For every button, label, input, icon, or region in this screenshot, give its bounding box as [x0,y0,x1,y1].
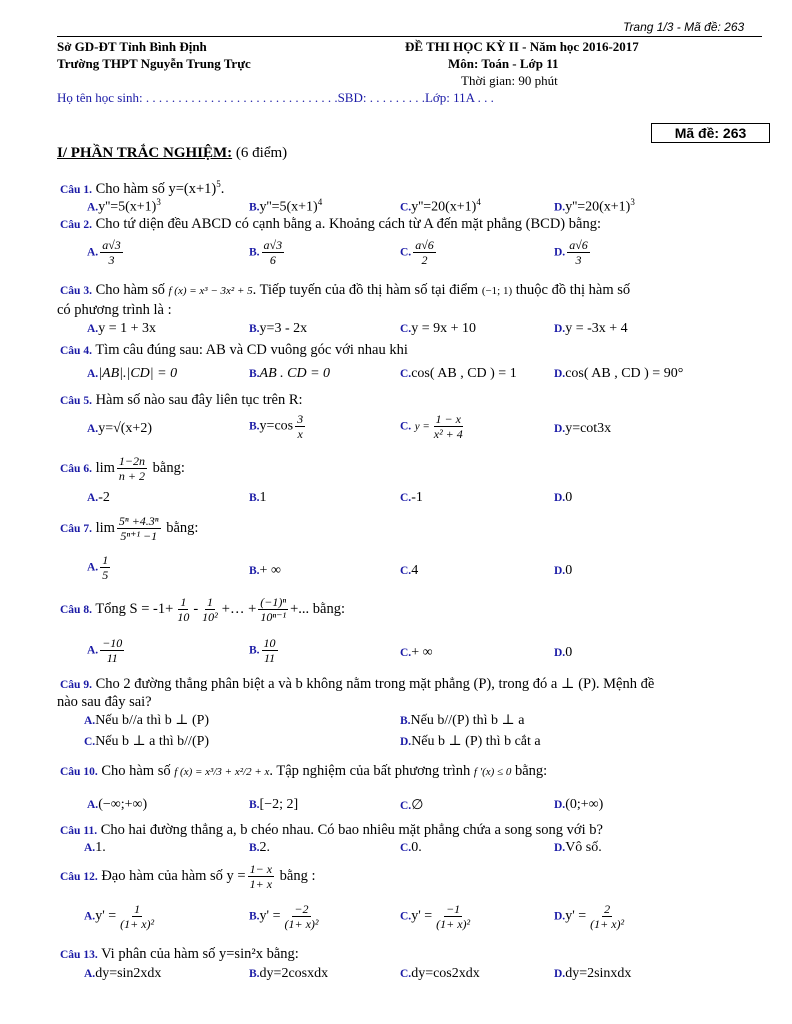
q11-option-d[interactable]: D.Vô số. [554,840,602,855]
q2-option-d[interactable]: D. $\frac{a√6}{3}$ [554,238,588,267]
q8-option-b[interactable]: B. $\frac{10}{11}$ [249,636,276,665]
q13-option-b[interactable]: B.dy=2cosxdx [249,966,329,981]
q10-option-b[interactable]: B.[−2; 2] [249,797,299,812]
section-title: I/ PHẦN TRẮC NGHIỆM: (6 điểm) [57,145,288,161]
q5-option-a[interactable]: A.y=√(x+2) [87,421,152,436]
question-8: Câu 8. Tổng S = -1+ $\frac{1}{10}$ - $\frac{1}{\text{10²}}$ +… + $\frac{\text{(−1)ⁿ}}{\text{10ⁿ⁻¹}}$ +... bằng: [60,595,346,624]
q7-option-b[interactable]: B.+ ∞ [249,563,281,578]
q4-option-a[interactable]: A.|AB|.|CD| = 0 [87,366,178,381]
q12-option-c[interactable]: C.y' = $\frac{-1}{\text{(1+ x)²}}$ [400,902,471,931]
q10-option-c[interactable]: C.∅ [400,798,424,813]
subject: Môn: Toán - Lớp 11 [448,56,559,71]
q3-option-c[interactable]: C.y = 9x + 10 [400,321,476,336]
q6-option-d[interactable]: D.0 [554,490,573,505]
q1-option-a[interactable]: $A.y''=5(x+1)^3$ [87,197,161,215]
q4-option-b[interactable]: B.AB . CD = 0 [249,366,331,381]
q6-option-c[interactable]: C.-1 [400,490,423,505]
page-code: Trang 1/3 - Mã đề: 263 [623,20,745,34]
question-5: Câu 5. Hàm số nào sau đây liên tục trên R: [60,392,303,408]
q11-option-a[interactable]: A.1. [84,840,106,855]
q1-option-b[interactable]: $B.y''=5(x+1)^4$ [249,197,323,215]
q12-option-a[interactable]: A.y' = $\frac{1}{\text{(1+ x)²}}$ [84,902,155,931]
q8-option-c[interactable]: C.+ ∞ [400,645,433,660]
exam-title: ĐỀ THI HỌC KỲ II - Năm học 2016-2017 [405,39,639,54]
question-9: Câu 9. Cho 2 đường thẳng phân biệt a và b không nằm trong mặt phẳng (P), trong đó a ⊥ (P). Mệnh đề [60,676,655,692]
q9-option-b[interactable]: B.Nếu b//(P) thì b ⊥ a [400,713,525,728]
q8-option-d[interactable]: D.0 [554,645,573,660]
q2-option-c[interactable]: C. $\frac{a√6}{2}$ [400,238,434,267]
q3-option-d[interactable]: D.y = -3x + 4 [554,321,628,336]
q9-option-a[interactable]: A.Nếu b//a thì b ⊥ (P) [84,713,210,728]
q12-option-b[interactable]: B.y' = $\frac{-2}{\text{(1+ x)²}}$ [249,902,319,931]
q8-option-a[interactable]: A. $\frac{-10}{11}$ [87,636,123,665]
q4-option-c[interactable]: C.cos( AB , CD ) = 1 [400,366,517,381]
exam-time: Thời gian: 90 phút [461,73,558,88]
q5-option-d[interactable]: D.y=cot3x [554,421,612,436]
q4-option-d[interactable]: D.cos( AB , CD ) = 90° [554,366,684,381]
school-name: Trường THPT Nguyễn Trung Trực [57,56,251,71]
question-12: Câu 12. Đạo hàm của hàm số y = $\frac{1- x}{1+ x}$ bằng : [60,862,316,891]
q13-option-d[interactable]: D.dy=2sinxdx [554,966,632,981]
q10-option-d[interactable]: D.(0;+∞) [554,797,604,812]
question-4: Câu 4. Tìm câu đúng sau: AB và CD vuông góc với nhau khi [60,342,408,358]
header-rule [57,36,762,37]
q11-option-b[interactable]: B.2. [249,840,271,855]
q13-option-a[interactable]: A.dy=sin2xdx [84,966,162,981]
question-3-line2: có phương trình là : [57,302,172,318]
q1-option-d[interactable]: $D.y''=20(x+1)^3$ [554,197,635,215]
q9-option-d[interactable]: D.Nếu b ⊥ (P) thì b cắt a [400,734,541,749]
question-11: Câu 11. Cho hai đường thẳng a, b chéo nhau. Có bao nhiêu mặt phẳng chứa a song song với b? [60,822,603,838]
q6-option-b[interactable]: B.1 [249,490,267,505]
q5-option-b[interactable]: B.y=cos $\frac{3}{x}$ [249,412,304,441]
q7-option-a[interactable]: A. $\frac{1}{5}$ [87,553,109,582]
q11-option-c[interactable]: C.0. [400,840,422,855]
question-7: Câu 7. lim $\frac{\text{5ⁿ +4.3ⁿ}}{\text{5ⁿ⁺¹ −1}}$ bằng: [60,514,199,543]
question-10: Câu 10. Cho hàm số f (x) = x³/3 + x²/2 + x. Tập nghiệm của bất phương trình f ′(x) ≤ 0 bằng: [60,763,548,779]
question-6: Câu 6. lim $\frac{1-2n}{n + 2}$ bằng: [60,454,185,483]
q9-option-c[interactable]: C.Nếu b ⊥ a thì b//(P) [84,734,210,749]
q7-option-c[interactable]: C.4 [400,563,419,578]
q5-option-c[interactable]: C. y = $\frac{1 - x}{\text{x² + 4}}$ [400,412,463,441]
q3-option-b[interactable]: B.y=3 - 2x [249,321,308,336]
question-1: Câu 1. Cho hàm số $y=(x+1)^5$. [60,179,225,197]
q1-option-c[interactable]: $C.y''=20(x+1)^4$ [400,197,481,215]
question-2: Câu 2. Cho tứ diện đều ABCD có cạnh bằng a. Khoảng cách từ A đến mặt phẳng (BCD) bằng: [60,216,601,232]
q2-option-b[interactable]: B. $\frac{a√3}{6}$ [249,238,283,267]
question-3: Câu 3. Cho hàm số f (x) = x³ − 3x² + 5. Tiếp tuyến của đồ thị hàm số tại điểm (−1; 1) thuộc đồ thị hàm số [60,282,631,298]
question-13: Câu 13. Vi phân của hàm số y=sin²x bằng: [60,946,299,962]
q3-option-a[interactable]: A.y = 1 + 3x [87,321,156,336]
q12-option-d[interactable]: D.y' = $\frac{2}{\text{(1+ x)²}}$ [554,902,625,931]
student-info-line: Họ tên học sinh: . . . . . . . . . . . . . . . . . . . . . . . . . . . . . .SBD: . . . . . . . . .Lớp: 11A . . . [57,90,494,105]
q6-option-a[interactable]: A.-2 [87,490,110,505]
question-9-line2: nào sau đây sai? [57,694,152,710]
q10-option-a[interactable]: A.(−∞;+∞) [87,797,148,812]
q7-option-d[interactable]: D.0 [554,563,573,578]
exam-code-box: Mã đề: 263 [651,123,770,143]
q13-option-c[interactable]: C.dy=cos2xdx [400,966,480,981]
department: Sở GD-ĐT Tỉnh Bình Định [57,39,207,54]
q2-option-a[interactable]: A. $\frac{a√3}{3}$ [87,238,121,267]
